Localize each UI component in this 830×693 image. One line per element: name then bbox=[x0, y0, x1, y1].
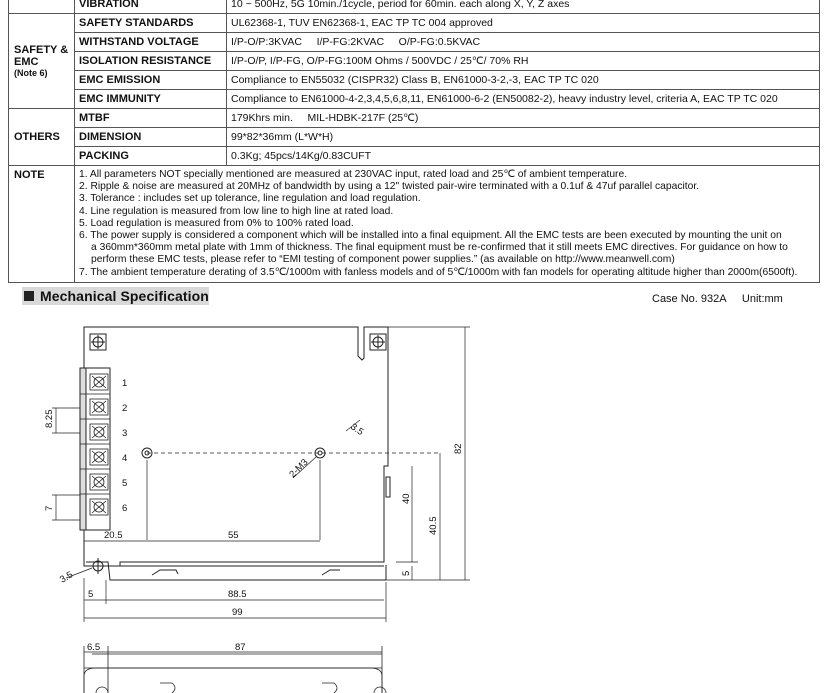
spec-value: Compliance to EN61000-4-2,3,4,5,6,8,11, EN61000-6-2 (EN50082-2), heavy industry level, criteria A, EAC TP TC 020 bbox=[227, 90, 820, 109]
bottom-view bbox=[84, 646, 386, 693]
dim-label: 3.5 bbox=[58, 569, 75, 586]
spec-label: EMC EMISSION bbox=[75, 71, 227, 90]
spec-label: MTBF bbox=[75, 109, 227, 128]
spec-value: UL62368-1, TUV EN62368-1, EAC TP TC 004 approved bbox=[227, 14, 820, 33]
note-item: 1. All parameters NOT specially mentioned are measured at 230VAC input, rated load and 25℃ of ambient temperature. bbox=[79, 169, 628, 180]
terminal-label: 2 bbox=[122, 403, 128, 414]
spec-value: I/P-O/P:3KVAC I/P-FG:2KVAC O/P-FG:0.5KVAC bbox=[227, 33, 820, 52]
note-item-cont: a 360mm*360mm metal plate with 1mm of thickness. The final equipment must be re-confirmed that it still meets EMC directives. For guidance on how to bbox=[91, 242, 788, 254]
unit-label: Unit:mm bbox=[741, 293, 783, 305]
mount-hole-icon bbox=[90, 558, 106, 574]
terminal-label: 4 bbox=[122, 453, 128, 464]
dim-label: 40.5 bbox=[428, 516, 439, 535]
dim-label: 40 bbox=[401, 493, 412, 504]
spec-value: 179Khrs min. MIL-HDBK-217F (25℃) bbox=[227, 109, 820, 128]
spec-value: I/P-O/P, I/P-FG, O/P-FG:100M Ohms / 500VDC / 25℃/ 70% RH bbox=[227, 52, 820, 71]
mount-hole-icon bbox=[90, 334, 106, 350]
base-flange bbox=[86, 562, 386, 580]
dim-label: 5 bbox=[401, 570, 412, 576]
spec-value: 0.3Kg; 45pcs/14Kg/0.83CUFT bbox=[227, 147, 820, 166]
side-tab bbox=[386, 477, 390, 497]
spec-value: 10 ~ 500Hz, 5G 10min./1cycle, period for 60min. each along X, Y, Z axes bbox=[227, 0, 820, 14]
terminal-block bbox=[80, 368, 110, 530]
note-item: 3. Tolerance : includes set up tolerance, line regulation and load regulation. bbox=[79, 193, 421, 205]
spec-label: DIMENSION bbox=[75, 128, 227, 147]
section-title: Mechanical Specification bbox=[40, 288, 209, 304]
group-note: (Note 6) bbox=[14, 68, 48, 78]
dim-label: 5 bbox=[88, 589, 94, 600]
spec-label: VIBRATION bbox=[75, 0, 227, 14]
dim-label: 8.25 bbox=[44, 409, 55, 428]
terminal-label: 3 bbox=[122, 428, 128, 439]
dim-label: 87 bbox=[235, 642, 246, 653]
terminal-label: 5 bbox=[122, 478, 128, 489]
spec-label: SAFETY STANDARDS bbox=[75, 14, 227, 33]
dim-label: 7 bbox=[44, 505, 55, 511]
note-item: 7. The ambient temperature derating of 3.5℃/1000m with fanless models and of 5℃/1000m with fan models for operating altitude higher than 2000m(6500ft). bbox=[79, 266, 798, 278]
dim-label: 88.5 bbox=[228, 589, 247, 600]
group-title: SAFETY & bbox=[14, 44, 69, 56]
spec-label: WITHSTAND VOLTAGE bbox=[75, 33, 227, 52]
note-item-cont: perform these EMC tests, please refer to “EMI testing of component power supplies.” (as available on http://www.meanwell.com) bbox=[91, 254, 675, 266]
note-label: NOTE bbox=[9, 166, 75, 283]
note-item: 2. Ripple & noise are measured at 20MHz of bandwidth by using a 12" twisted pair-wire terminated with a 0.1uf & 47uf parallel capacitor. bbox=[79, 181, 700, 193]
group-title-sub: EMC bbox=[14, 56, 39, 68]
note-item: 6. The power supply is considered a component which will be installed into a final equipment. All the EMC tests are been executed by mounting the unit on bbox=[79, 230, 782, 242]
spec-label: EMC IMMUNITY bbox=[75, 90, 227, 109]
dim-label: 82 bbox=[453, 443, 464, 454]
dim-label: 20.5 bbox=[104, 530, 123, 541]
note-item: 4. Line regulation is measured from low line to high line at rated load. bbox=[79, 205, 394, 217]
case-number: Case No. 932A bbox=[652, 293, 727, 305]
group-others: OTHERS bbox=[9, 109, 75, 166]
note-item: 5. Load regulation is measured from 0% to 100% rated load. bbox=[79, 217, 354, 229]
dim-label: 6.5 bbox=[87, 642, 101, 653]
dim-label: 3.5 bbox=[348, 421, 366, 439]
spec-value: Compliance to EN55032 (CISPR32) Class B, EN61000-3-2,-3, EAC TP TC 020 bbox=[227, 71, 820, 90]
spec-label: ISOLATION RESISTANCE bbox=[75, 52, 227, 71]
terminal-label: 6 bbox=[122, 503, 128, 514]
dim-label: 55 bbox=[228, 530, 239, 541]
mount-hole-icon bbox=[370, 334, 386, 350]
dim-label: 2-M3 bbox=[287, 457, 311, 481]
terminal-label: 1 bbox=[122, 378, 128, 389]
spec-value: 99*82*36mm (L*W*H) bbox=[227, 128, 820, 147]
dim-label: 99 bbox=[232, 607, 243, 618]
spec-label: PACKING bbox=[75, 147, 227, 166]
